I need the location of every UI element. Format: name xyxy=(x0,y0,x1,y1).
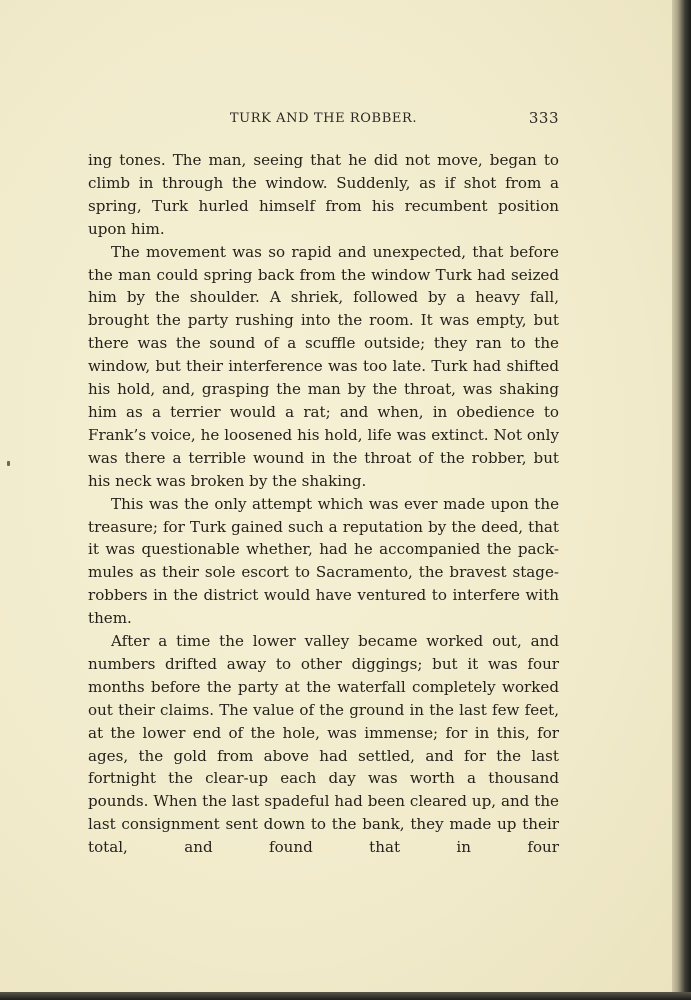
paragraph-2: The movement was so rapid and unexpected, that before the man could spring back from the window Turk had seized him by the shoulder. A shriek, followed by a heavy fall, brought the party rushing into the room. It was empty, but there was the sound of a scuffle outside; they ran to the window, but their interference was too late. Turk had shifted his hold, and, grasping the man by the throat, was shaking him as a terrier would a rat; and when, in obedience to Frank’s voice, he loosened his hold, life was extinct. Not only was there a terrible wound in the throat of the robber, but his neck was broken by the shaking. xyxy=(88,242,559,490)
paragraph-4: After a time the lower valley became worked out, and numbers drifted away to other diggings; but it was four months before the party at the waterfall completely worked out their claims. The value of the ground in the last few feet, at the lower end of the hole, was immense; for in this, for ages, the gold from above had settled, and for the last fortnight the clear-up each day was worth a thousand pounds. When the last spadeful had been cleared up, and the last consignment sent down to the bank, they made up their total, and found that in four xyxy=(88,632,559,857)
page-header xyxy=(88,106,559,132)
page-number: 333 xyxy=(528,109,559,127)
body-text xyxy=(88,149,559,859)
margin-mark xyxy=(7,461,10,466)
running-head: TURK AND THE ROBBER. xyxy=(229,111,418,126)
paragraph-1: ing tones. The man, seeing that he did not move, began to climb in through the window. Suddenly, as if shot from a spring, Turk hurled himself from his recumbent position upon him. xyxy=(88,151,559,238)
page-bottom-edge xyxy=(0,992,691,1000)
book-spine-edge xyxy=(672,0,691,1000)
paragraph-3: This was the only attempt which was ever made upon the treasure; for Turk gained such a reputation by the deed, that it was questionable whether, had he accompanied the pack-mules as their sole escort to Sacramento, the bravest stage-robbers in the district would have ventured to interfere with them. xyxy=(88,494,559,628)
